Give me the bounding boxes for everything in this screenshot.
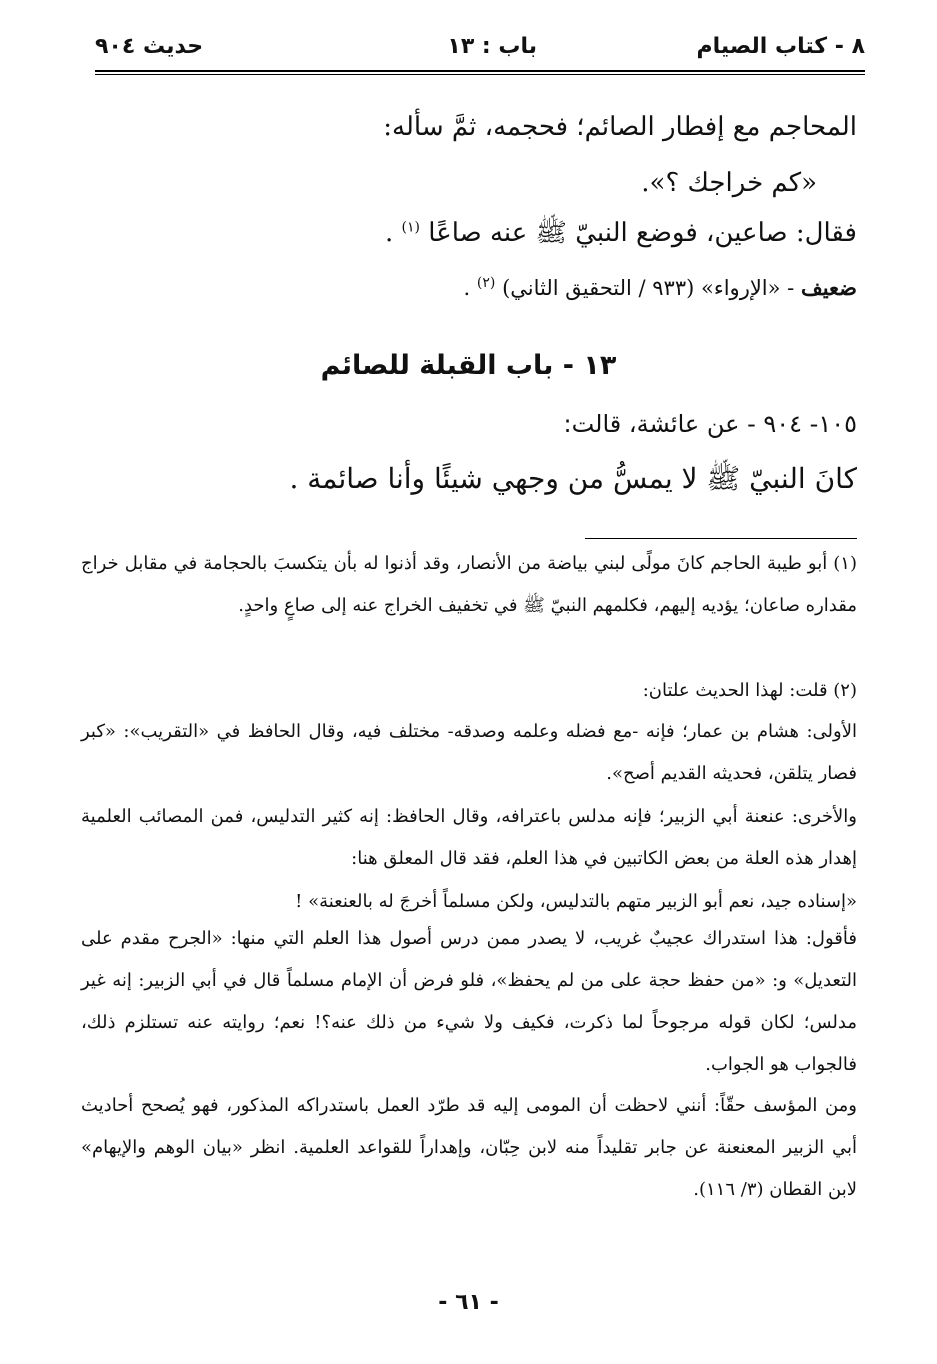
running-header bbox=[95, 30, 865, 66]
footnote-text: فأقول: هذا استدراك عجيبٌ غريب، لا يصدر ممن درس أصول هذا العلم التي منها: «الجرح مقدم على التعديل» و: «من حفظ حجة على من لم يحفظ»، فلو فرض أن الإمام مسلماً قال في أبي الزبير: إنه غير مدلس؛ لكان قوله مرجوحاً لما ذكرت، فكيف ولا شيء من ذلك عنه؟! نعم؛ روايته عنه تستلزم ذلك، فالجواب هو الجواب. bbox=[81, 928, 857, 1075]
hadith-text: كانَ النبيّ ﷺ لا يمسُّ من وجهي شيئًا وأنا صائمة . bbox=[289, 462, 857, 495]
grading-label: ضعيف bbox=[800, 275, 857, 300]
header-rule-thin bbox=[95, 74, 865, 75]
header-book-title: ٨ - كتاب الصيام bbox=[696, 34, 865, 59]
text-line: المحاجم مع إفطار الصائم؛ فحجمه، ثمَّ سأله: bbox=[383, 112, 857, 142]
footnote bbox=[81, 670, 857, 712]
grading-source: - «الإرواء» (٩٣٣ / التحقيق الثاني) bbox=[502, 276, 801, 300]
text-fragment: . bbox=[463, 276, 471, 300]
footnote-text: (١) أبو طيبة الحاجم كانَ مولًى لبني بياضة من الأنصار، وقد أذنوا له بأن يتكسبَ بالحجامة في مقابل خراج مقداره صاعان؛ يؤديه إليهم، فكلمهم النبيّ ﷺ في تخفيف الخراج عنه إلى صاعٍ واحدٍ. bbox=[81, 553, 857, 616]
footnote-text: «إسناده جيد، نعم أبو الزبير متهم بالتدليس، ولكن مسلماً أخرجَ له بالعنعنة» ! bbox=[295, 891, 857, 912]
footnote-reference[interactable]: (٢) bbox=[476, 275, 496, 291]
text-fragment: فقال: صاعين، فوضع النبيّ ﷺ عنه صاعًا bbox=[428, 218, 857, 248]
footnote-paragraph bbox=[81, 918, 857, 1086]
footnote-paragraph bbox=[81, 711, 857, 795]
footnote bbox=[81, 543, 857, 627]
page-number: - ٦١ - bbox=[438, 1290, 499, 1315]
text-line: «كم خراجك ؟». bbox=[641, 168, 817, 198]
footnote-reference[interactable]: (١) bbox=[401, 219, 421, 236]
footnote-paragraph bbox=[81, 1085, 857, 1211]
grading-line bbox=[177, 275, 857, 301]
footnote-quote bbox=[81, 881, 857, 923]
chapter-title: ١٣ - باب القبلة للصائم bbox=[320, 350, 617, 381]
header-hadith-number: حديث ٩٠٤ bbox=[95, 34, 204, 59]
text-line bbox=[177, 218, 857, 249]
header-chapter-number: باب : ١٣ bbox=[447, 34, 537, 59]
footnote-text: ومن المؤسف حقّاً: أنني لاحظت أن المومى إليه قد طرّد العمل باستدراكه المذكور، فهو يُصحح أحاديث أبي الزبير المعنعنة عن جابر تقليداً منه لابن حِبّان، وإهداراً للقواعد العلمية. انظر «بيان الوهم والإيهام» لابن القطان (٣/ ١١٦). bbox=[81, 1095, 857, 1200]
footnote-text: والأخرى: عنعنة أبي الزبير؛ فإنه مدلس باعترافه، وقال الحافظ: إنه كثير التدليس، فمن المصائب العلمية إهدار هذه العلة من بعض الكاتبين في هذا العلم، فقد قال المعلق هنا: bbox=[81, 806, 857, 869]
header-rule bbox=[95, 70, 865, 72]
footnote-text: الأولى: هشام بن عمار؛ فإنه -مع فضله وعلمه وصدقه- مختلف فيه، وقال الحافظ في «التقريب»: «كبر فصار يتلقن، فحديثه القديم أصح». bbox=[81, 721, 857, 784]
footnote-text: (٢) قلت: لهذا الحديث علتان: bbox=[642, 680, 857, 701]
footnote-paragraph bbox=[81, 796, 857, 880]
footnote-separator bbox=[585, 538, 857, 539]
text-fragment: . bbox=[385, 218, 394, 248]
hadith-intro: ١٠٥- ٩٠٤ - عن عائشة، قالت: bbox=[563, 410, 857, 438]
